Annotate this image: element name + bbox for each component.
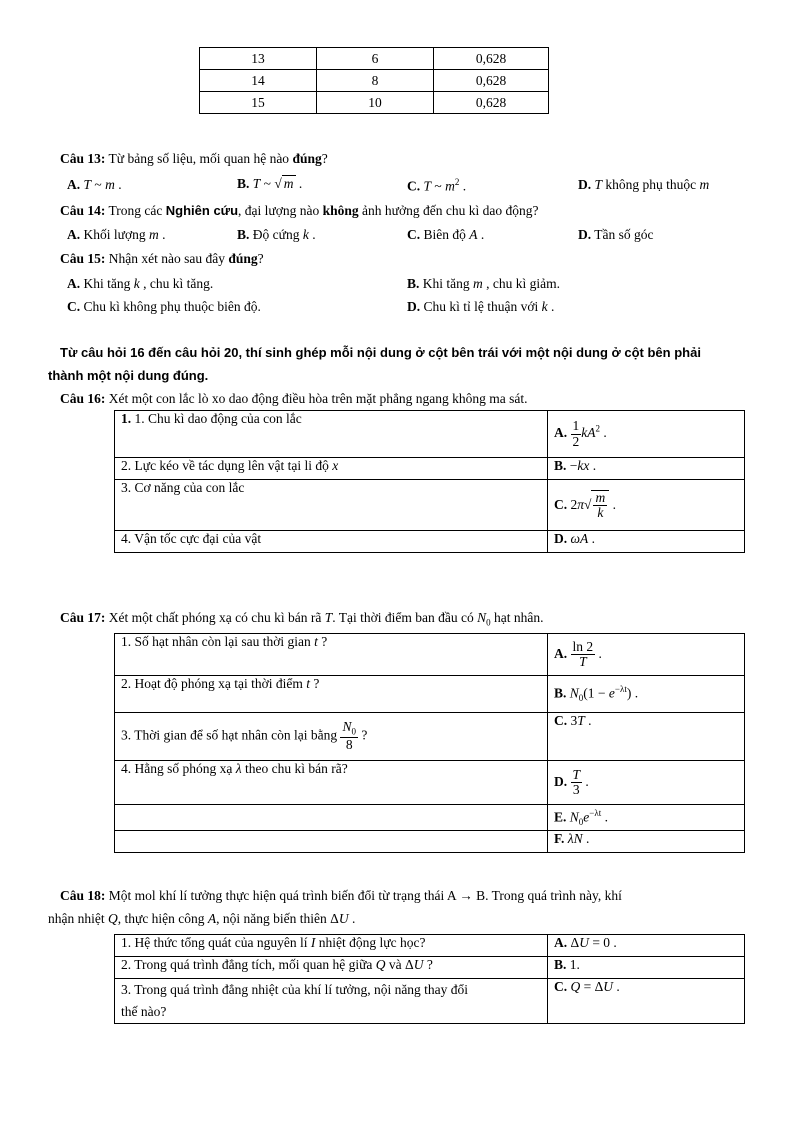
table-row bbox=[115, 761, 745, 805]
table-row bbox=[115, 411, 745, 458]
q17-left-1: 1. Số hạt nhân còn lại sau thời gian t ? bbox=[115, 634, 548, 676]
table-row bbox=[115, 935, 745, 957]
table-row bbox=[115, 805, 745, 831]
instruction-line-1: Từ câu hỏi 16 đến câu hỏi 20, thí sinh ghép mỗi nội dung ở cột bên trái với một nội dung ở cột bên phải bbox=[60, 345, 701, 360]
q14-option-c: C. Biên độ A . bbox=[407, 227, 485, 242]
q18-left-1: 1. Hệ thức tổng quát của nguyên lí I nhiệt động lực học? bbox=[115, 935, 548, 957]
q18-left-2: 2. Trong quá trình đẳng tích, mối quan hệ giữa Q và ΔU ? bbox=[115, 957, 548, 979]
q18-stem-line-1: Câu 18: Một mol khí lí tưởng thực hiện quá trình biến đổi từ trạng thái A → B. Trong quá trình này, khí bbox=[60, 888, 622, 903]
table-row bbox=[115, 458, 745, 480]
q14-option-a: A. Khối lượng m . bbox=[67, 227, 166, 242]
q17-left-3: 3. Thời gian để số hạt nhân còn lại bằng $\frac{N_0}{8}$ ? bbox=[115, 713, 548, 761]
q13-option-a: A. T ~ m . bbox=[67, 177, 122, 192]
table-row bbox=[115, 480, 745, 531]
q13-stem: Câu 13: Từ bảng số liệu, mối quan hệ nào đúng? bbox=[60, 151, 328, 166]
q15-option-a: A. Khi tăng k , chu kì tăng. bbox=[67, 276, 214, 291]
q16-right-b: B. −kx . bbox=[548, 458, 745, 480]
q15-option-d: D. Chu kì tỉ lệ thuận với k . bbox=[407, 299, 555, 314]
q14-option-b: B. Độ cứng k . bbox=[237, 227, 316, 242]
table-row bbox=[200, 48, 549, 70]
q18-right-b: B. 1. bbox=[548, 957, 745, 979]
data-table bbox=[199, 47, 549, 114]
q17-right-b: B. $N_0(1 - e^{-\lambda t})$ . bbox=[548, 676, 745, 713]
table-cell: 14 bbox=[200, 70, 317, 92]
q16-stem: Câu 16: Xét một con lắc lò xo dao động điều hòa trên mặt phẳng ngang không ma sát. bbox=[60, 391, 528, 406]
q16-left-2: 2. Lực kéo về tác dụng lên vật tại li độ x bbox=[115, 458, 548, 480]
q17-left-2: 2. Hoạt độ phóng xạ tại thời điểm t ? bbox=[115, 676, 548, 713]
q16-left-3: 3. Cơ năng của con lắc bbox=[115, 480, 548, 531]
table-cell: 0,628 bbox=[434, 92, 549, 114]
q17-right-e: E. $N_0e^{-\lambda t}$ . bbox=[548, 805, 745, 831]
q17-right-a: A. $\frac{\ln 2}{T}$ . bbox=[548, 634, 745, 676]
q17-right-f: F. λN . bbox=[548, 831, 745, 853]
q13-option-c: C. T ~ $m^2$ . bbox=[407, 177, 467, 194]
q17-left-4: 4. Hằng số phóng xạ λ theo chu kì bán rã? bbox=[115, 761, 548, 805]
q13-option-d: D. T không phụ thuộc m bbox=[578, 177, 710, 192]
q18-stem-line-2: nhận nhiệt Q, thực hiện công A, nội năng biến thiên ΔU . bbox=[48, 911, 356, 926]
table-row bbox=[200, 92, 549, 114]
table-row bbox=[200, 70, 549, 92]
q16-matching-table bbox=[114, 410, 745, 553]
table-row bbox=[115, 531, 745, 553]
q18-right-c: C. Q = ΔU . bbox=[548, 979, 745, 1024]
q14-stem: Câu 14: Trong các Nghiên cứu, đại lượng nào không ảnh hưởng đến chu kì dao động? bbox=[60, 203, 539, 218]
q17-matching-table bbox=[114, 633, 745, 853]
table-cell: 0,628 bbox=[434, 48, 549, 70]
table-cell: 10 bbox=[317, 92, 434, 114]
table-cell: 15 bbox=[200, 92, 317, 114]
table-row bbox=[115, 979, 745, 1024]
q14-option-d: D. Tần số góc bbox=[578, 227, 654, 242]
table-cell: 6 bbox=[317, 48, 434, 70]
table-row bbox=[115, 831, 745, 853]
instruction-line-2: thành một nội dung đúng. bbox=[48, 368, 209, 383]
table-row bbox=[115, 957, 745, 979]
q17-right-d: D. $\frac{T}{3}$ . bbox=[548, 761, 745, 805]
q13-option-b: B. T ~ √ m . bbox=[237, 176, 303, 191]
q18-right-a: A. ΔU = 0 . bbox=[548, 935, 745, 957]
table-row bbox=[115, 634, 745, 676]
q17-right-c: C. 3T . bbox=[548, 713, 745, 761]
table-cell: 8 bbox=[317, 70, 434, 92]
q16-left-1: 1. 1. Chu kì dao động của con lắc bbox=[115, 411, 548, 458]
table-row bbox=[115, 713, 745, 761]
q15-option-c: C. Chu kì không phụ thuộc biên độ. bbox=[67, 299, 261, 314]
table-cell: 13 bbox=[200, 48, 317, 70]
q16-right-d: D. ωA . bbox=[548, 531, 745, 553]
q16-right-a: A. $\frac{1}{2}$ $kA^2$ . bbox=[548, 411, 745, 458]
q16-left-4: 4. Vận tốc cực đại của vật bbox=[115, 531, 548, 553]
q17-left-empty bbox=[115, 831, 548, 853]
table-row bbox=[115, 676, 745, 713]
q15-option-b: B. Khi tăng m , chu kì giảm. bbox=[407, 276, 561, 291]
q16-right-c: C. 2π√ $\frac{m}{k}$ . bbox=[548, 480, 745, 531]
q15-stem: Câu 15: Nhận xét nào sau đây đúng? bbox=[60, 251, 264, 266]
table-cell: 0,628 bbox=[434, 70, 549, 92]
q17-left-empty bbox=[115, 805, 548, 831]
q17-stem: Câu 17: Xét một chất phóng xạ có chu kì bán rã T. Tại thời điểm ban đầu có $N_0$ hạt nhân. bbox=[60, 610, 544, 628]
q18-matching-table bbox=[114, 934, 745, 1024]
q18-left-3: 3. Trong quá trình đẳng nhiệt của khí lí tưởng, nội năng thay đổi thế nào? bbox=[115, 979, 548, 1024]
